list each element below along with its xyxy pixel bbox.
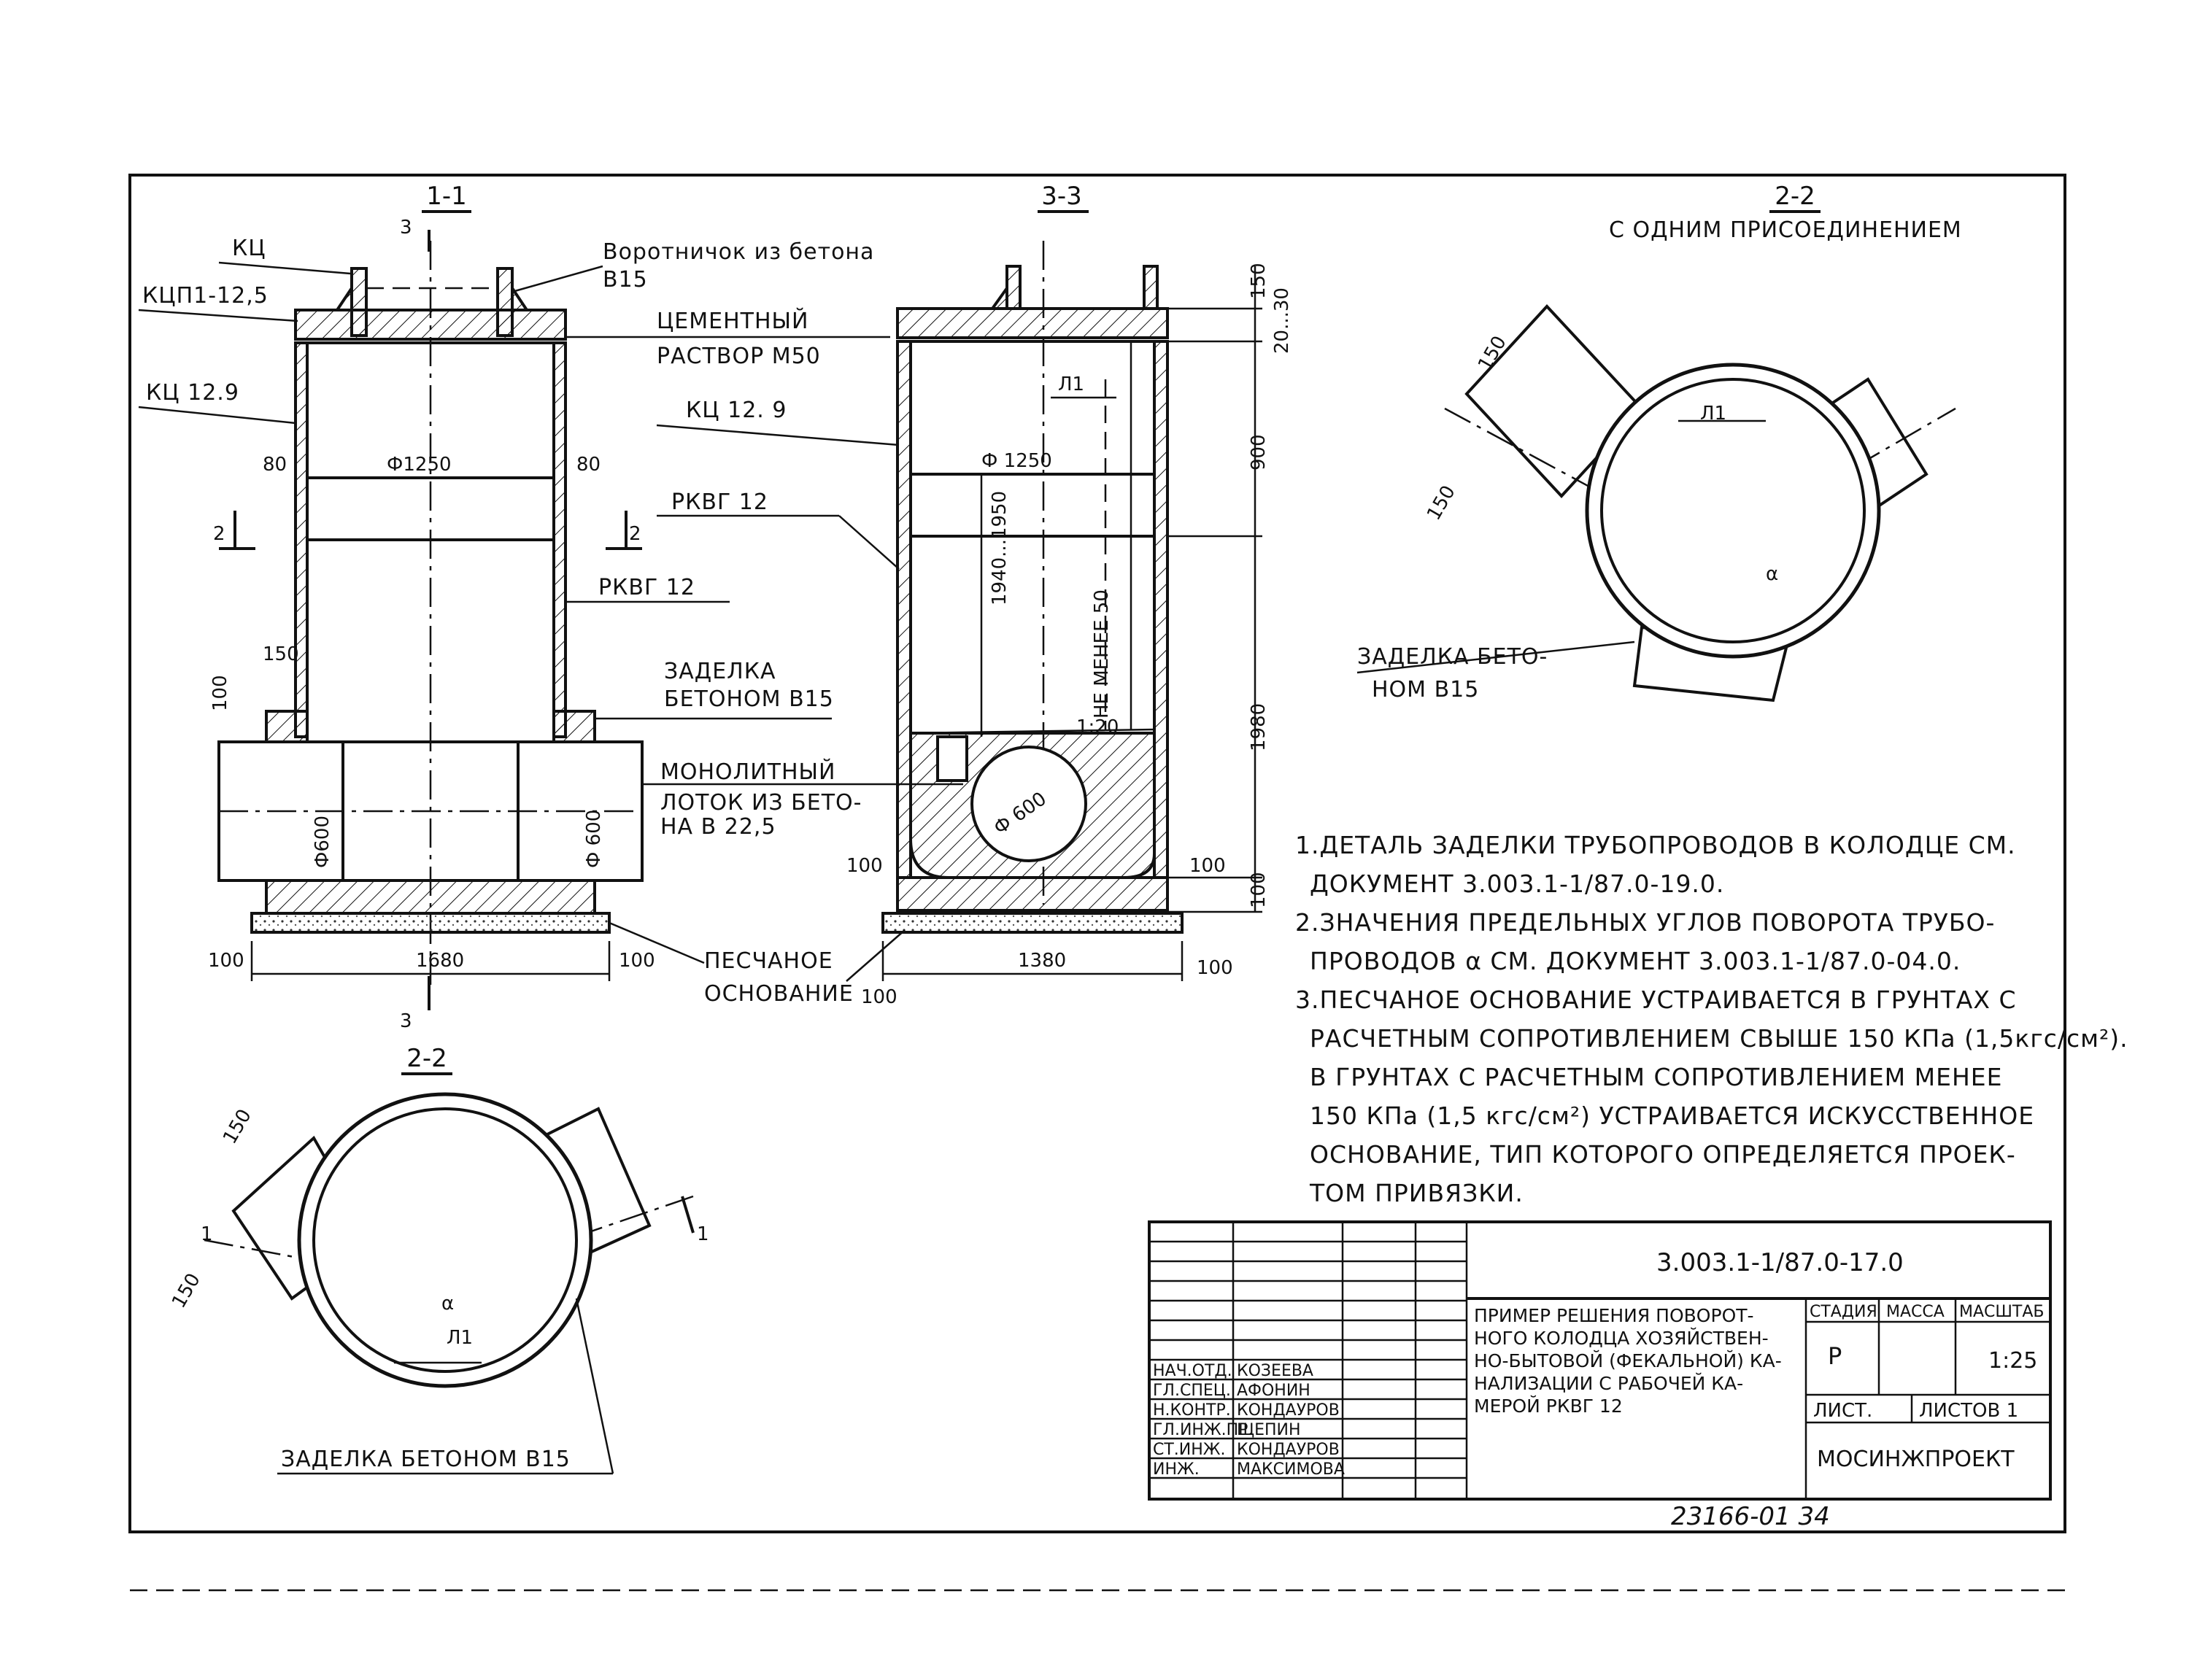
svg-text:100: 100 (846, 855, 883, 877)
label-kc129-mid: КЦ 12. 9 (686, 398, 787, 423)
section-title-2-2-top: 2-2 (1775, 182, 1815, 211)
note-line: 3.ПЕСЧАНОЕ ОСНОВАНИЕ УСТРАИВАЕТСЯ В ГРУНТАХ С (1295, 986, 2017, 1014)
svg-text:150: 150 (219, 1105, 256, 1148)
title-line: ПРИМЕР РЕШЕНИЯ ПОВОРОТ- (1474, 1305, 1754, 1326)
svg-text:3: 3 (400, 217, 412, 239)
section-2-2-bottom (168, 1044, 709, 1474)
svg-text:100: 100 (1189, 855, 1226, 877)
svg-text:100: 100 (619, 950, 655, 972)
section-2-2-top (1357, 182, 1962, 702)
svg-text:150: 150 (263, 643, 299, 665)
staff-name: КОНДАУРОВ (1237, 1401, 1340, 1420)
staff-role: ГЛ.СПЕЦ. (1153, 1382, 1231, 1400)
scale-value: 1:25 (1988, 1348, 2038, 1374)
note-line: 1.ДЕТАЛЬ ЗАДЕЛКИ ТРУБОПРОВОДОВ В КОЛОДЦЕ СМ. (1295, 831, 2016, 859)
section-1-1 (139, 182, 963, 1032)
svg-text:Л1: Л1 (1700, 403, 1727, 425)
note-line: ОСНОВАНИЕ, ТИП КОТОРОГО ОПРЕДЕЛЯЕТСЯ ПРОЕК- (1310, 1140, 2016, 1169)
svg-text:МАССА: МАССА (1886, 1303, 1945, 1321)
svg-text:2: 2 (629, 523, 641, 545)
section-title-2-2-bottom: 2-2 (406, 1044, 447, 1073)
svg-text:НОМ В15: НОМ В15 (1372, 677, 1480, 702)
staff-role: СТ.ИНЖ. (1153, 1441, 1226, 1459)
staff-name: МАКСИМОВА (1237, 1460, 1345, 1479)
title-line: МЕРОЙ РКВГ 12 (1474, 1396, 1623, 1417)
note-line: РАСЧЕТНЫМ СОПРОТИВЛЕНИЕМ СВЫШЕ 150 КПа (1,5кгс/см²). (1310, 1024, 2128, 1053)
note-line: ТОМ ПРИВЯЗКИ. (1310, 1179, 1524, 1207)
svg-text:80: 80 (263, 454, 287, 476)
svg-text:900: 900 (1248, 434, 1270, 471)
svg-text:1380: 1380 (1018, 950, 1067, 972)
staff-role: Н.КОНТР. (1153, 1401, 1231, 1420)
section-3-3 (657, 182, 1293, 1008)
title-line: НО-БЫТОВОЙ (ФЕКАЛЬНОЙ) КА- (1474, 1350, 1782, 1371)
org-name: МОСИНЖПРОЕКТ (1817, 1447, 2015, 1472)
svg-text:2: 2 (213, 523, 225, 545)
svg-text:1940...1950: 1940...1950 (989, 490, 1011, 605)
svg-text:150: 150 (168, 1269, 205, 1312)
svg-text:БЕТОНОМ В15: БЕТОНОМ В15 (664, 686, 834, 712)
label-tray: МОНОЛИТНЫЙ (660, 759, 836, 785)
stage-value: Р (1828, 1342, 1842, 1370)
svg-text:20...30: 20...30 (1271, 287, 1293, 354)
label-rkvg-mid: РКВГ 12 (671, 489, 768, 515)
label-seal-top: ЗАДЕЛКА БЕТО- (1357, 644, 1548, 670)
archive-stamp: 23166-01 34 (1671, 1502, 1830, 1531)
title-block (1149, 1222, 2050, 1499)
label-collar: Воротничок из бетона (603, 239, 875, 265)
svg-text:1980: 1980 (1248, 702, 1270, 751)
note-line: В ГРУНТАХ С РАСЧЕТНЫМ СОПРОТИВЛЕНИЕМ МЕНЕЕ (1310, 1063, 2003, 1091)
svg-text:ЛИСТОВ 1: ЛИСТОВ 1 (1919, 1400, 2019, 1422)
svg-text:Ф600: Ф600 (312, 815, 333, 868)
staff-name: ЩЕПИН (1237, 1421, 1301, 1439)
svg-text:α: α (441, 1293, 455, 1315)
svg-text:1: 1 (697, 1223, 709, 1245)
section-title-1-1: 1-1 (426, 182, 467, 211)
svg-text:80: 80 (576, 454, 601, 476)
svg-text:α: α (1766, 563, 1779, 585)
svg-text:100: 100 (1197, 957, 1233, 979)
dim-phi1250-mid: Ф 1250 (981, 450, 1052, 472)
svg-text:Ф 600: Ф 600 (583, 809, 605, 868)
svg-text:150: 150 (1474, 332, 1511, 375)
note-line: 2.ЗНАЧЕНИЯ ПРЕДЕЛЬНЫХ УГЛОВ ПОВОРОТА ТРУБО- (1295, 908, 1996, 937)
staff-name: КОЗЕЕВА (1237, 1362, 1313, 1380)
title-line: НАЛИЗАЦИИ С РАБОЧЕЙ КА- (1474, 1373, 1744, 1394)
svg-text:В15: В15 (603, 267, 648, 293)
section-title-3-3: 3-3 (1041, 182, 1082, 211)
label-kcp: КЦП1-12,5 (142, 283, 269, 309)
staff-name: КОНДАУРОВ (1237, 1441, 1340, 1459)
well-ring-bottom (299, 1094, 591, 1386)
svg-text:СТАДИЯ: СТАДИЯ (1810, 1303, 1877, 1321)
title-line: НОГО КОЛОДЦА ХОЗЯЙСТВЕН- (1474, 1328, 1769, 1349)
notes-block (1295, 831, 2128, 1207)
svg-text:150: 150 (1423, 481, 1460, 524)
svg-text:ЛОТОК ИЗ БЕТО-: ЛОТОК ИЗ БЕТО- (660, 790, 862, 816)
svg-text:1: 1 (201, 1223, 213, 1245)
svg-text:3: 3 (400, 1010, 412, 1032)
note-line: 150 КПа (1,5 кгс/см²) УСТРАИВАЕТСЯ ИСКУССТВЕННОЕ (1310, 1102, 2035, 1130)
label-cement: ЦЕМЕНТНЫЙ (657, 309, 809, 334)
staff-role: ИНЖ. (1153, 1460, 1200, 1479)
svg-text:ЛИСТ.: ЛИСТ. (1813, 1400, 1873, 1422)
staff-role: НАЧ.ОТД. (1153, 1362, 1232, 1380)
svg-text:150: 150 (1248, 263, 1270, 299)
dim-phi1250-left: Ф1250 (387, 454, 452, 476)
svg-text:1680: 1680 (416, 950, 465, 972)
well-ring-top (1587, 365, 1879, 657)
label-kc: КЦ (232, 236, 266, 261)
svg-text:1:20: 1:20 (1076, 716, 1119, 738)
note-line: ДОКУМЕНТ 3.003.1-1/87.0-19.0. (1310, 870, 1725, 898)
svg-text:ОСНОВАНИЕ: ОСНОВАНИЕ (704, 981, 854, 1007)
label-seal-bottom: ЗАДЕЛКА БЕТОНОМ В15 (281, 1447, 571, 1472)
svg-text:НА В 22,5: НА В 22,5 (660, 814, 776, 840)
svg-text:МАСШТАБ: МАСШТАБ (1959, 1303, 2045, 1321)
staff-role: ГЛ.ИНЖ.ПР. (1153, 1421, 1254, 1439)
note-line: ПРОВОДОВ α СМ. ДОКУМЕНТ 3.003.1-1/87.0-04.0. (1310, 947, 1961, 975)
svg-text:РАСТВОР М50: РАСТВОР М50 (657, 344, 821, 369)
svg-text:100: 100 (208, 950, 244, 972)
svg-text:Ф 600: Ф 600 (989, 788, 1051, 840)
svg-text:100: 100 (861, 986, 897, 1008)
doc-code: 3.003.1-1/87.0-17.0 (1656, 1248, 1904, 1277)
svg-text:100: 100 (209, 675, 231, 711)
staff-name: АФОНИН (1237, 1382, 1310, 1400)
label-seal: ЗАДЕЛКА (664, 659, 776, 684)
section-subtitle-2-2: С ОДНИМ ПРИСОЕДИНЕНИЕМ (1609, 217, 1962, 243)
svg-text:Л1: Л1 (447, 1327, 474, 1349)
label-sand: ПЕСЧАНОЕ (704, 948, 833, 974)
svg-text:НЕ МЕНЕЕ 50: НЕ МЕНЕЕ 50 (1091, 589, 1113, 719)
label-rkvg-left: РКВГ 12 (598, 575, 695, 600)
label-kc129-left: КЦ 12.9 (146, 380, 239, 406)
svg-text:100: 100 (1248, 872, 1270, 908)
label-l1-mid: Л1 (1058, 373, 1085, 395)
